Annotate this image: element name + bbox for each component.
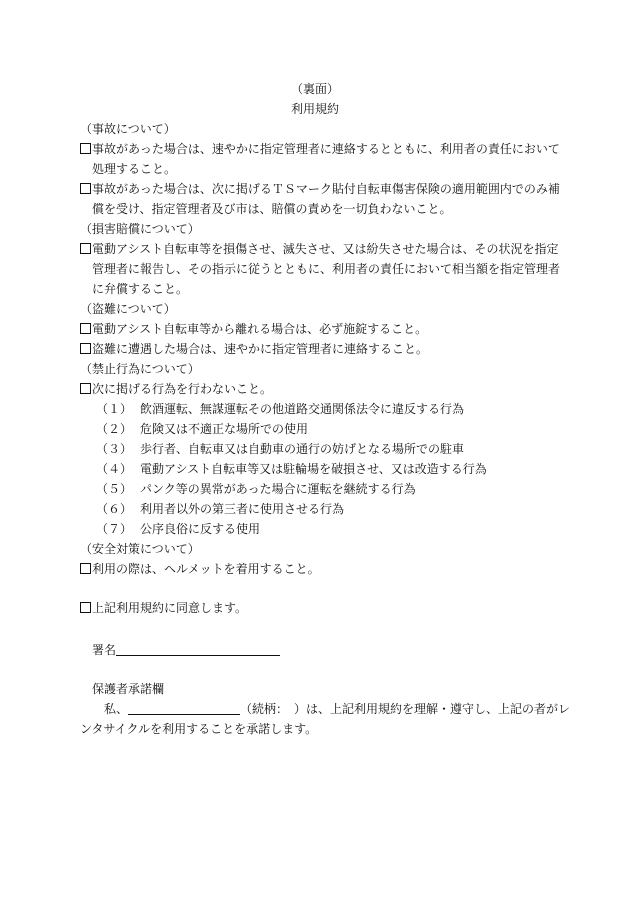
checkbox-icon — [80, 323, 91, 334]
page-title: 利用規約 — [290, 102, 339, 116]
signature-field[interactable] — [92, 643, 280, 657]
prohibited-item: （５） パンク等の異常があった場合に運転を継続する行為 — [96, 482, 416, 496]
prohibited-item: （４） 電動アシスト自転車等又は駐輪場を破損させ、又は改造する行為 — [96, 462, 487, 476]
section-heading-prohibited: （禁止行為について） — [80, 362, 200, 376]
checkbox-icon — [80, 563, 91, 574]
damage-clause-1: 電動アシスト自転車等を損傷させ、滅失させ、又は紛失させた場合は、その状況を指定 — [80, 242, 558, 256]
prohibited-item: （７） 公序良俗に反する使用 — [96, 522, 261, 536]
checkbox-icon — [80, 143, 91, 154]
section-heading-safety: （安全対策について） — [80, 542, 200, 556]
checkbox-icon — [80, 183, 91, 194]
theft-clause-2: 盗難に遭遇した場合は、速やかに指定管理者に連絡すること。 — [80, 342, 428, 356]
signature-label: 署名 — [92, 643, 117, 657]
accident-clause-2-cont: 償を受け、指定管理者及び市は、賠償の責めを一切負わないこと。 — [92, 202, 452, 216]
signature-line[interactable] — [116, 643, 280, 656]
checkbox-icon — [80, 343, 91, 354]
section-heading-damage: （損害賠償について） — [80, 222, 200, 236]
prohibited-item: （１） 飲酒運転、無謀運転その他道路交通関係法令に違反する行為 — [96, 402, 465, 416]
guardian-name-line[interactable] — [128, 702, 240, 715]
accident-clause-2: 事故があった場合は、次に掲げるＴＳマーク貼付自転車傷害保険の適用範囲内でのみ補 — [80, 182, 560, 196]
damage-clause-1-cont2: に弁償すること。 — [92, 282, 189, 296]
prohibited-item: （６） 利用者以外の第三者に使用させる行為 — [96, 502, 345, 516]
accident-clause-1-cont: 処理すること。 — [92, 162, 177, 176]
section-heading-theft: （盗難について） — [80, 302, 176, 316]
checkbox-icon — [80, 383, 91, 394]
checkbox-icon — [80, 243, 91, 254]
prohibited-item: （３） 歩行者、自転車又は自動車の通行の妨げとなる場所での駐車 — [96, 442, 465, 456]
theft-clause-1: 電動アシスト自転車等から離れる場合は、必ず施錠すること。 — [80, 322, 427, 336]
checkbox-icon[interactable] — [80, 602, 91, 613]
agreement-checkbox[interactable]: 上記利用規約に同意します。 — [80, 601, 247, 615]
guardian-consent-line2: ンタサイクルを利用することを承諾します。 — [80, 722, 318, 736]
section-heading-accident: （事故について） — [80, 122, 176, 136]
guardian-heading: 保護者承諾欄 — [92, 682, 165, 696]
prohibited-intro: 次に掲げる行為を行わないこと。 — [80, 382, 272, 396]
damage-clause-1-cont: 管理者に報告し、その指示に従うとともに、利用者の責任において相当額を指定管理者 — [92, 262, 561, 276]
accident-clause-1: 事故があった場合は、速やかに指定管理者に連絡するとともに、利用者の責任において — [80, 142, 560, 156]
guardian-consent-line1: 私、 （続柄： ）は、上記利用規約を理解・遵守し、上記の者がレ — [104, 702, 571, 716]
prohibited-item: （２） 危険又は不適正な場所での使用 — [96, 422, 309, 436]
safety-clause-1: 利用の際は、ヘルメットを着用すること。 — [80, 562, 320, 576]
page-side-label: （裏面） — [290, 82, 339, 96]
